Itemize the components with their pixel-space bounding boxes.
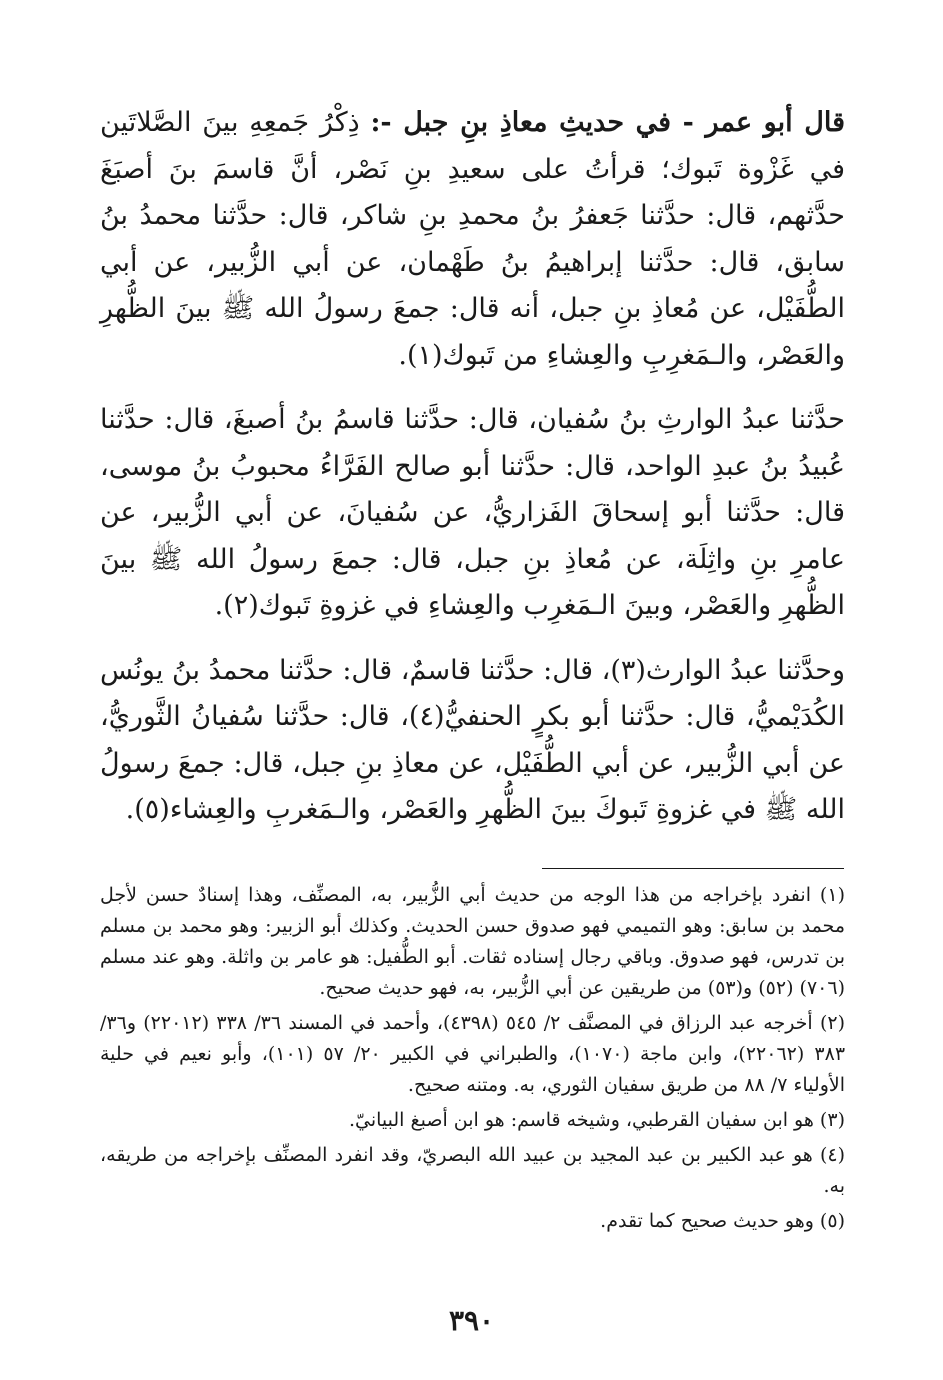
footnote-separator xyxy=(542,868,844,869)
footnote-2: (٢) أخرجه عبد الرزاق في المصنَّف ٢/ ٥٤٥ (٤٣٩٨)، وأحمد في المسند ٣٦/ ٣٣٨ (٢٢٠١٢) و٣٦/ ٣٨٣ (٢٢٠٦٢)، وابن ماجة (١٠٧٠)، والطبراني في الكبير ٢٠/ ٥٧ (١٠١)، وأبو نعيم في حلية الأولياء ٧/ ٨٨ من طريق سفيان الثوري، به. ومتنه صحيح. xyxy=(100,1012,846,1096)
footnote-5: (٥) وهو حديث صحيح كما تقدم. xyxy=(600,1210,845,1232)
footnote-4: (٤) هو عبد الكبير بن عبد المجيد بن عبيد الله البصريّ، وقد انفرد المصنِّف بإخراجه من طريقه، به. xyxy=(100,1144,845,1197)
footnote-1: (١) انفرد بإخراجه من هذا الوجه من حديث أبي الزُّبير، به، المصنِّف، وهذا إسنادٌ حسن لأجل محمد بن سابق: وهو التميمي فهو صدوق حسن الحديث. وكذلك أبو الزبير: وهو محمد بن مسلم بن تدرس، فهو صدوق. وباقي رجال إسناده ثقات. أبو الطُّفيل: هو عامر بن واثلة. وهو عند مسلم (٧٠٦) (٥٢) و(٥٣) من طريقين عن أبي الزُّبير، به، فهو حديث صحيح. xyxy=(100,884,845,999)
paragraph-1 xyxy=(100,100,845,379)
paragraph-2: حدَّثنا عبدُ الوارثِ بنُ سُفيان، قال: حدَّثنا قاسمُ بنُ أصبغَ، قال: حدَّثنا عُبيدُ بنُ عبدِ الواحد، قال: حدَّثنا أبو صالح الفَرَّاءُ محبوبُ بنُ موسى، قال: حدَّثنا أبو إسحاقَ الفَزاريُّ، عن سُفيانَ، عن أبي الزُّبير، عن عامرِ بنِ واثِلَة، عن مُعاذِ بنِ جبل، قال: جمعَ رسولُ الله ﷺ بينَ الظُّهرِ والعَصْر، وبينَ الـمَغرِب والعِشاءِ في غزوةِ تَبوك(٢). xyxy=(100,404,845,621)
footnote-3: (٣) هو ابن سفيان القرطبي، وشيخه قاسم: هو ابن أصبغ البيانيّ. xyxy=(348,1109,845,1131)
paragraph-1-text: ذِكْرُ جَمعِهِ بينَ الصَّلاتَين في غَزْوة تَبوك؛ قرأتُ على سعيدِ بنِ نَصْر، أنَّ قاسمَ بنَ أصبَغَ حدَّثهم، قال: حدَّثنا جَعفرُ بنُ محمدِ بنِ شاكر، قال: حدَّثنا محمدُ بنُ سابق، قال: حدَّثنا إبراهيمُ بنُ طَهْمان، عن أبي الزُّبير، عن أبي الطُّفَيْل، عن مُعاذِ بنِ جبل، أنه قال: جمعَ رسولُ الله ﷺ بينَ الظُّهرِ والعَصْر، والـمَغرِبِ والعِشاءِ من تَبوك(١). xyxy=(100,107,845,371)
paragraph-3: وحدَّثنا عبدُ الوارث(٣)، قال: حدَّثنا قاسمٌ، قال: حدَّثنا محمدُ بنُ يونُس الكُدَيْميُّ، قال: حدَّثنا أبو بكرٍ الحنفيُّ(٤)، قال: حدَّثنا سُفيانُ الثَّوريُّ، عن أبي الزُّبير، عن أبي الطُّفَيْل، عن معاذِ بنِ جبل، قال: جمعَ رسولُ الله ﷺ في غزوةِ تَبوكَ بينَ الظُّهرِ والعَصْر، والـمَغربِ والعِشاء(٥). xyxy=(100,654,846,825)
footnotes xyxy=(100,880,845,1241)
paragraph-1-lead: قال أبو عمر - في حديثِ معاذِ بنِ جبل -: xyxy=(370,107,846,138)
main-text xyxy=(100,100,845,852)
page-number: ٣٩٠ xyxy=(448,1304,495,1337)
